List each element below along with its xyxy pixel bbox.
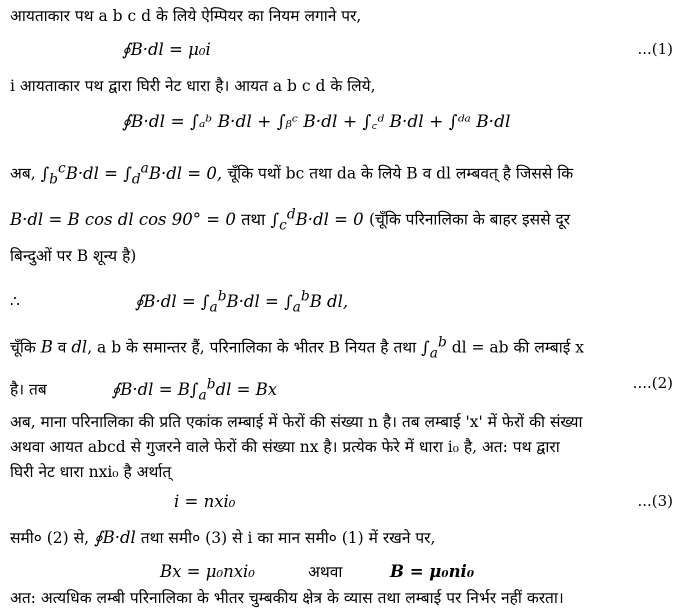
equation-1-number: ...(1) bbox=[637, 40, 673, 58]
b-vector: B bbox=[40, 337, 53, 357]
parallel-text-c: , a b के समान्तर हैं, परिनालिका के भीतर B नियत है तथा bbox=[87, 338, 417, 357]
zero-field-line: बिन्दुओं पर B शून्य है) bbox=[10, 247, 137, 265]
bc-da-integrals-zero: $\int_b^cB\cdot dl = \int_d^aB\cdot dl = 0$, bbox=[40, 160, 228, 187]
perpendicular-line bbox=[10, 158, 573, 189]
equation-3: i = nxi₀ bbox=[174, 492, 236, 511]
ab-integral-equation: ∮B·dl = $\int_a^bB\cdot dl = \int_a^bB$ dl, bbox=[134, 288, 349, 315]
final-equation-or: अथवा bbox=[308, 563, 343, 581]
parallel-text-b: व bbox=[57, 338, 67, 357]
cos90-equation: B·dl = B cos dl cos 90° = 0 तथा $\int_c^dB\cdot dl = 0$ bbox=[10, 206, 369, 233]
ab-prefix: अब, bbox=[10, 164, 36, 183]
therefore-symbol: ∴ bbox=[10, 292, 20, 311]
parallel-text-a: चूँकि bbox=[10, 338, 36, 357]
equation-1 bbox=[122, 40, 211, 60]
substitution-text-b: तथा समी० (3) से i का मान समी० (1) में रखने पर, bbox=[140, 529, 436, 547]
parallel-text-d: dl = ab की लम्बाई x bbox=[451, 338, 585, 357]
equation-3-number: ...(3) bbox=[637, 492, 673, 510]
parallel-line bbox=[10, 332, 584, 363]
therefore-line bbox=[10, 286, 348, 317]
turns-para-line-2: अथवा आयत abcd से गुजरने वाले फेरों की संख्या nx है। प्रत्येक फेरे में धारा i₀ है, अत: पथ द्वारा bbox=[10, 438, 560, 456]
cos90-line bbox=[10, 204, 570, 235]
equation-1-text: ∮B·dl = μ₀i bbox=[122, 40, 211, 59]
equation-2: ∮B·dl = $B\int_a^bdl = Bx$ bbox=[111, 376, 278, 403]
intro-line: आयताकार पथ a b c d के लिये ऐम्पियर का नियम लगाने पर, bbox=[10, 7, 362, 25]
final-equation-b: B = μ₀ni₀ bbox=[390, 562, 475, 581]
equation-2-number: ....(2) bbox=[632, 374, 673, 392]
then-line bbox=[10, 374, 277, 405]
turns-para-line-3: घिरी नेट धारा nxi₀ है अर्थात् bbox=[10, 463, 172, 481]
outside-solenoid-text: (चूँकि परिनालिका के बाहर इससे दूर bbox=[368, 210, 571, 229]
ab-integral-symbol: $\int_a^b$ bbox=[421, 334, 447, 361]
perpendicular-text: चूँकि पथों bc तथा da के लिये B व dl लम्बवत् है जिससे कि bbox=[227, 164, 574, 183]
dl-vector: dl bbox=[71, 337, 88, 357]
net-current-line: i आयताकार पथ द्वारा घिरी नेट धारा है। आयत a b c d के लिये, bbox=[10, 77, 376, 95]
substitution-text-a: समी० (2) से, bbox=[10, 529, 90, 547]
loop-integral-symbol: ∮B·dl bbox=[93, 528, 136, 547]
conclusion-line: अत: अत्यधिक लम्बी परिनालिका के भीतर चुम्बकीय क्षेत्र के व्यास तथा लम्बाई पर निर्भर नहीं करता। bbox=[10, 589, 564, 607]
then-prefix: है। तब bbox=[10, 380, 47, 399]
equation-loop-integral: ∮B·dl = ∫ₐᵇ B·dl + ∫ᵦᶜ B·dl + ∫꜀ᵈ B·dl + ∫ᵈᵃ B·dl bbox=[122, 112, 511, 132]
substitution-line bbox=[10, 528, 435, 548]
final-equation-a: Bx = μ₀nxi₀ bbox=[160, 562, 255, 581]
turns-para-line-1: अब, माना परिनालिका की प्रति एकांक लम्बाई में फेरों की संख्या n है। तब लम्बाई 'x' में फेरों की संख्या bbox=[10, 413, 583, 431]
